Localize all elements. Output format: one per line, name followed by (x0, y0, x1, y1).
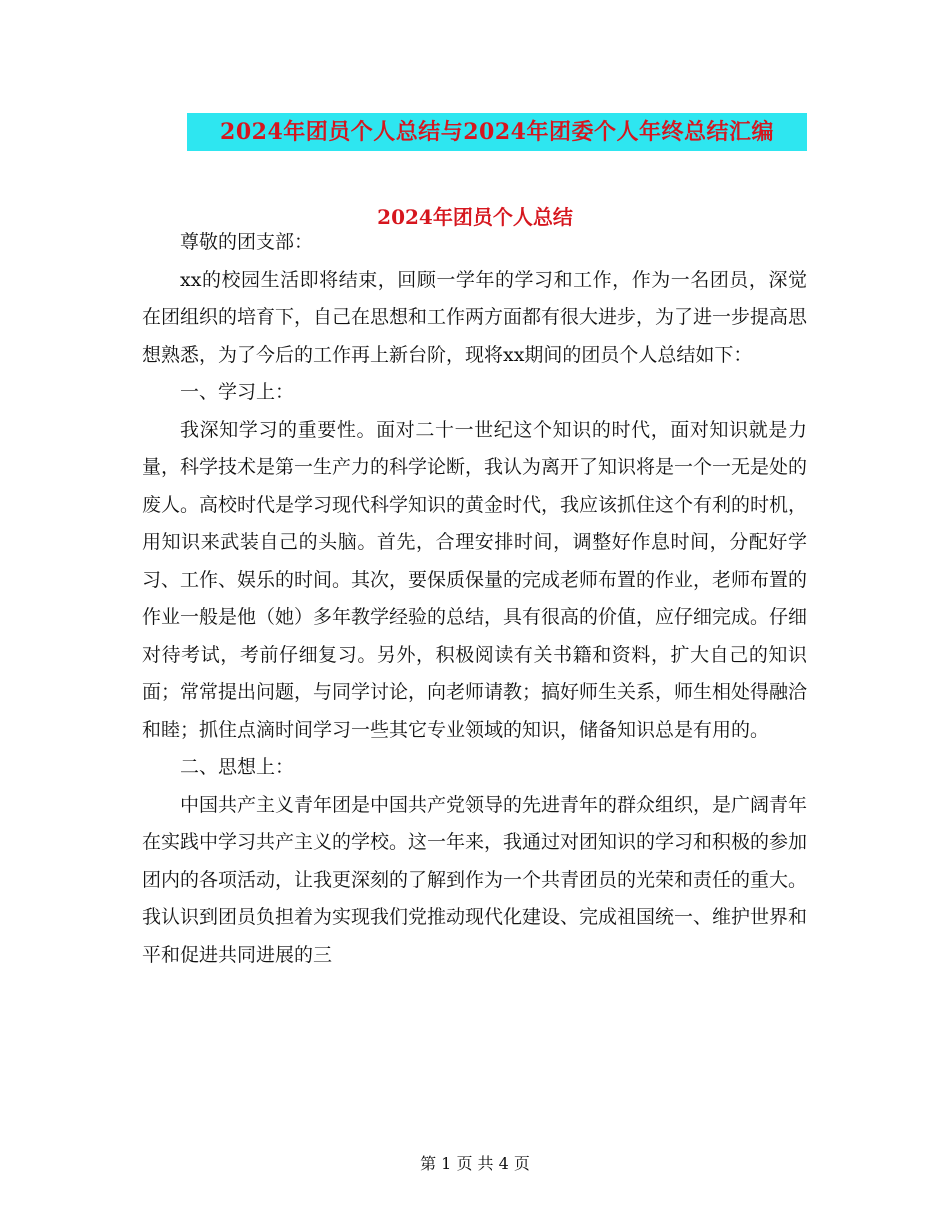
page-footer: 第 1 页 共 4 页 (420, 1154, 530, 1173)
heading-study: 一、学习上： (180, 381, 295, 403)
heading-thought: 二、思想上： (180, 756, 295, 778)
document-main-title: 2024年团员个人总结与2024年团委个人年终总结汇编 (187, 113, 807, 151)
section-title: 2024年团员个人总结 (377, 205, 573, 229)
study-paragraph: 我深知学习的重要性。面对二十一世纪这个知识的时代，面对知识就是力量，科学技术是第一生产力的科学论断，我认为离开了知识将是一个一无是处的废人。高校时代是学习现代科学知识的黄金时代，我应该抓住这个有利的时机，用知识来武装自己的头脑。首先，合理安排时间，调整好作息时间，分配好学习、工作、娱乐的时间。其次，要保质保量的完成老师布置的作业，老师布置的作业一般是他（她）多年教学经验的总结，具有很高的价值，应仔细完成。仔细对待考试，考前仔细复习。另外，积极阅读有关书籍和资料，扩大自己的知识面；常常提出问题，与同学讨论，向老师请教；搞好师生关系，师生相处得融洽和睦；抓住点滴时间学习一些其它专业领域的知识，储备知识总是有用的。 (142, 418, 808, 741)
intro-paragraph: xx的校园生活即将结束，回顾一学年的学习和工作，作为一名团员，深觉在团组织的培育下，自己在思想和工作两方面都有很大进步，为了进一步提高思想熟悉，为了今后的工作再上新台阶，现将xx期间的团员个人总结如下： (142, 268, 808, 366)
thought-paragraph: 中国共产主义青年团是中国共产党领导的先进青年的群众组织，是广阔青年在实践中学习共产主义的学校。这一年来，我通过对团知识的学习和积极的参加团内的各项活动，让我更深刻的了解到作为一个共青团员的光荣和责任的重大。我认识到团员负担着为实现我们党推动现代化建设、完成祖国统一、维护世界和平和促进共同进展的三 (142, 793, 808, 966)
document-body (142, 224, 807, 974)
salutation-paragraph: 尊敬的团支部： (180, 231, 314, 253)
